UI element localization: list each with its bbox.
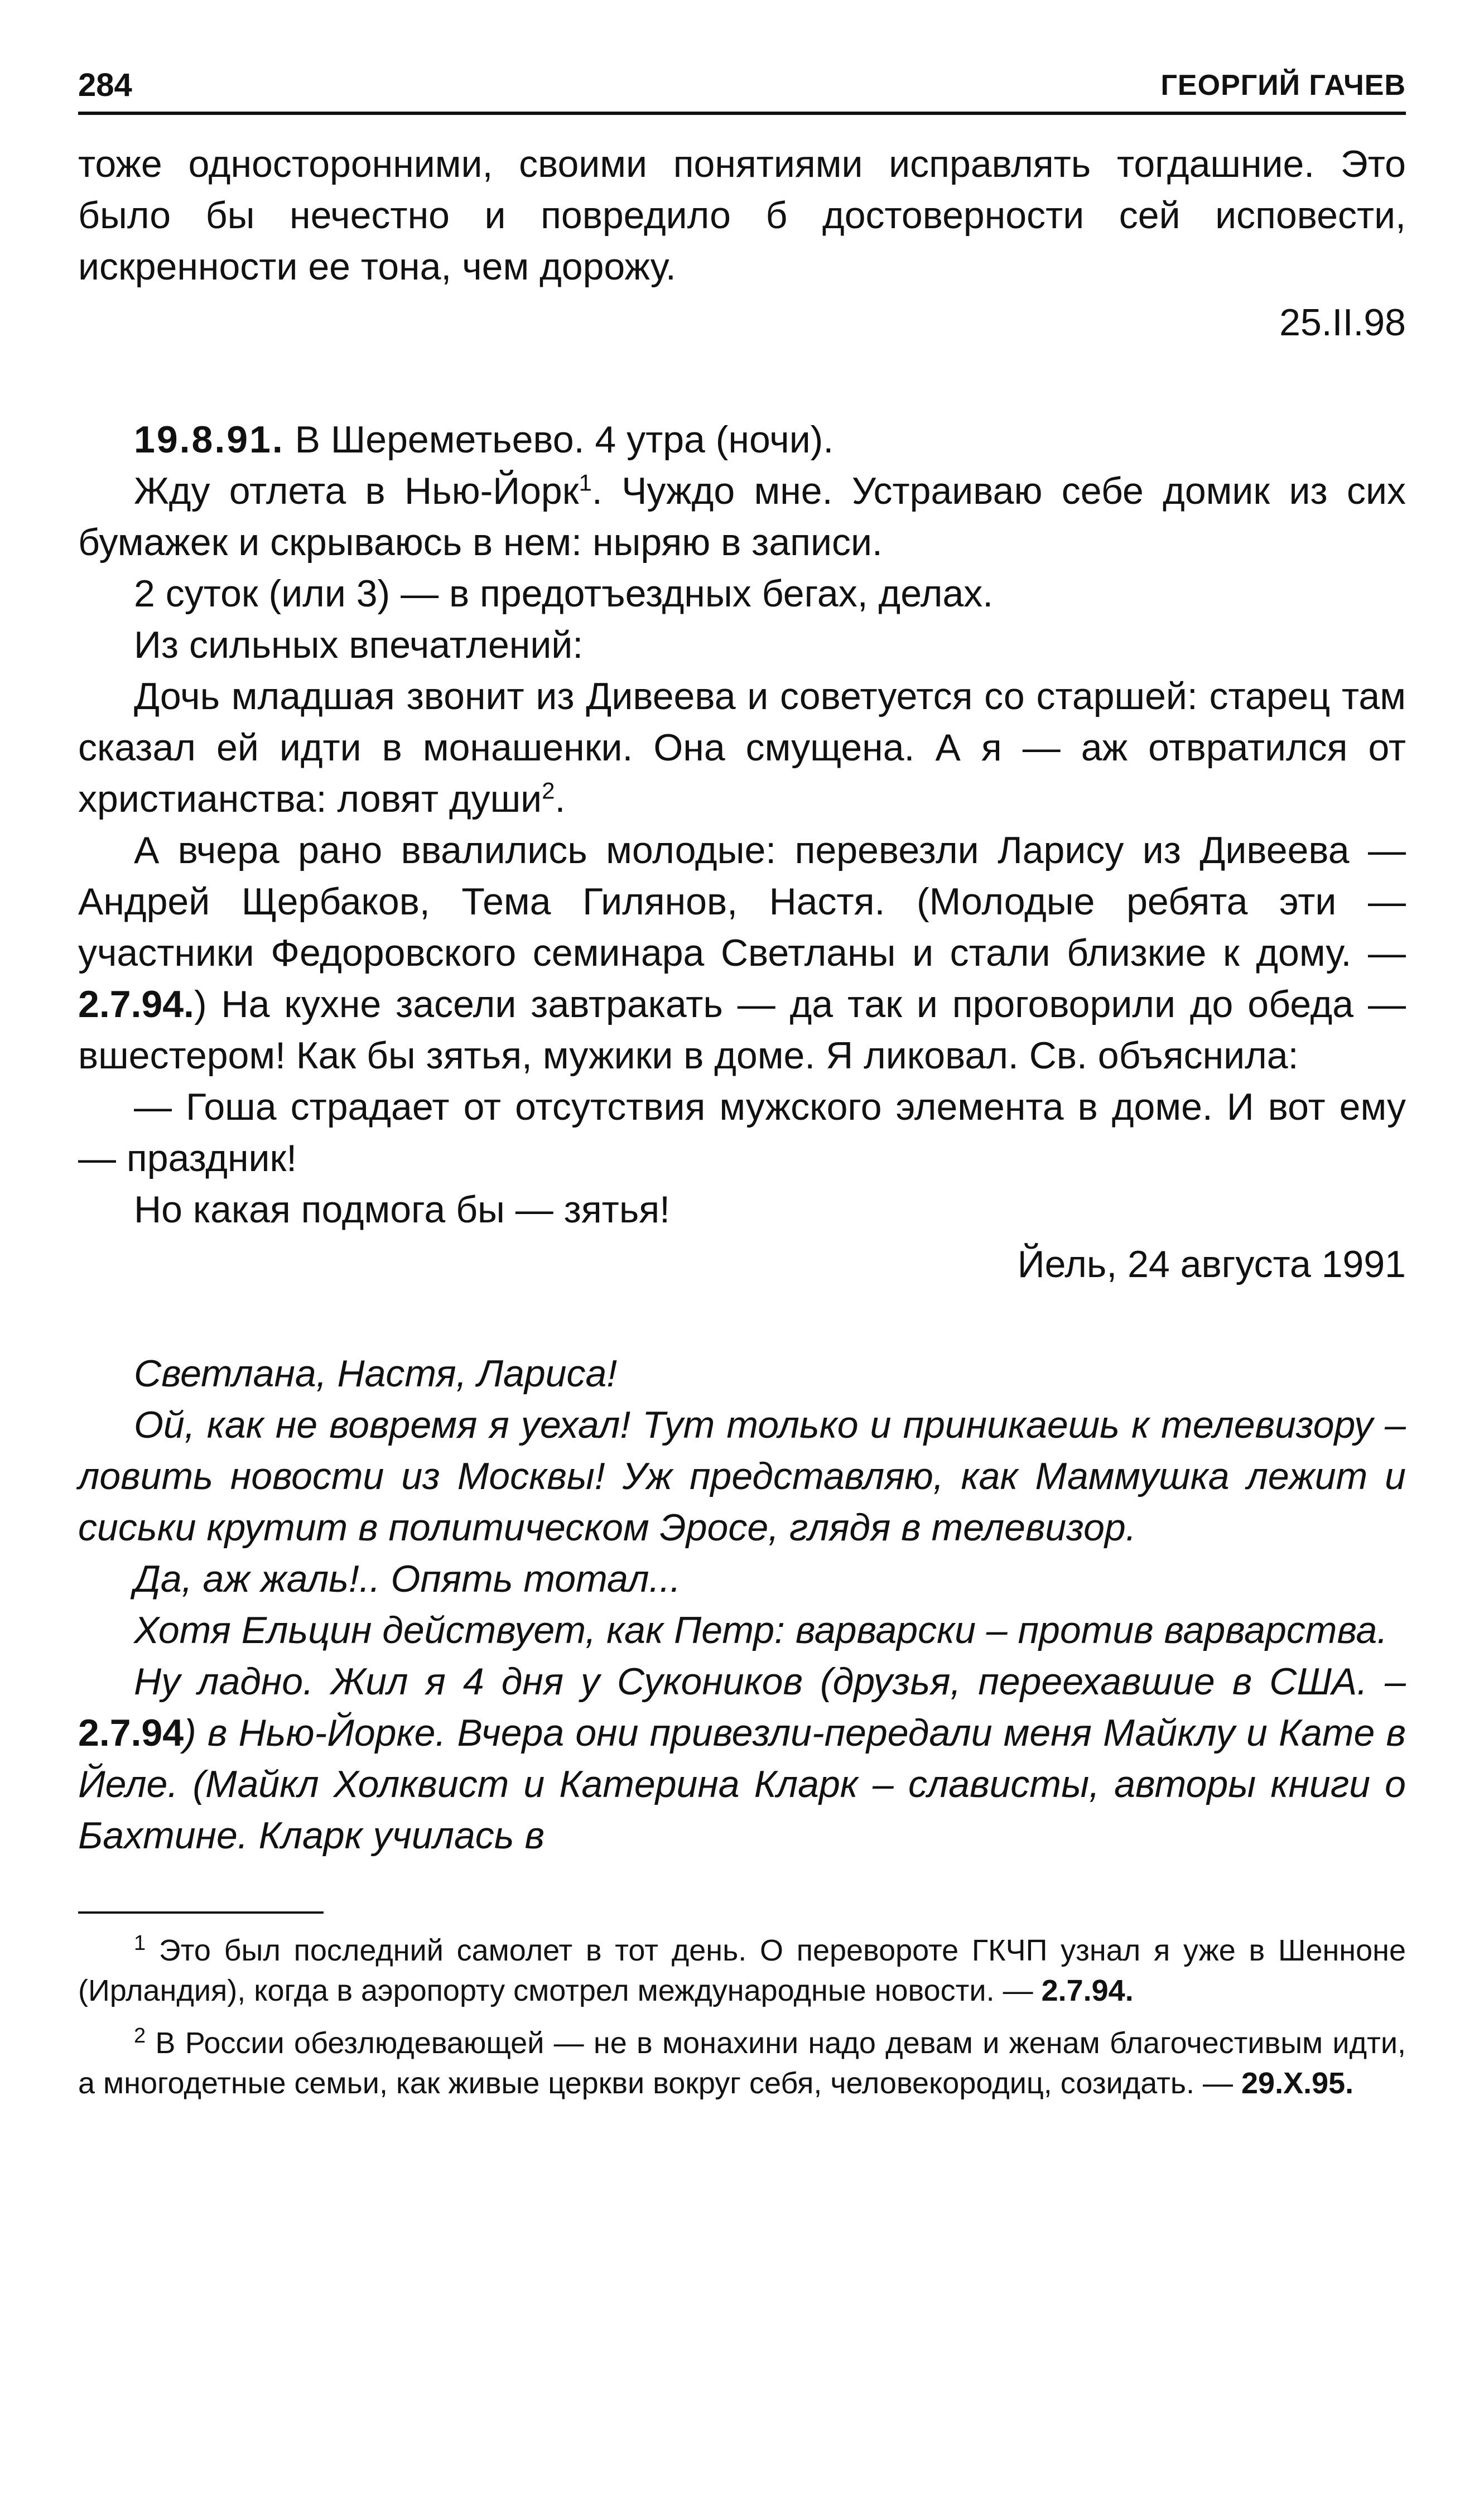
footnote-2-mark: 2 bbox=[134, 2024, 146, 2048]
footnote-ref-2: 2 bbox=[542, 777, 555, 804]
entry-paragraph-5 bbox=[78, 671, 1406, 825]
running-header bbox=[78, 67, 1406, 115]
entry-p2-text-b: . Чуждо мне. Устраиваю себе домик из сих бумажек и скрываюсь в нем: ныряю в записи. bbox=[78, 470, 1406, 563]
entry-p5-text-b: . bbox=[555, 778, 566, 820]
entry-paragraph-3: 2 суток (или 3) — в предотъездных бегах, делах. bbox=[134, 572, 994, 615]
entry-p2-text-a: Жду отлета в Нью-Йорк bbox=[134, 470, 579, 512]
book-page bbox=[78, 67, 1406, 2116]
entry-paragraph-2 bbox=[78, 465, 1406, 568]
entry-paragraph-7: — Гоша страдает от отсутствия мужского элемента в доме. И вот ему — праздник! bbox=[78, 1086, 1406, 1179]
letter-paragraph-1: Ой, как не вовремя я уехал! Тут только и приникаешь к телевизору – ловить новости из Москвы! Уж представляю, как Маммушка лежит и сиськи крутит в политическом Эросе, глядя в телевизор. bbox=[78, 1404, 1406, 1549]
letter-greeting: Светлана, Настя, Лариса! bbox=[134, 1352, 618, 1395]
footnote-divider bbox=[78, 1911, 324, 1914]
letter-paragraph-4 bbox=[78, 1656, 1406, 1861]
letter-paragraph-2: Да, аж жаль!.. Опять тотал... bbox=[134, 1558, 681, 1600]
footnote-1-mark: 1 bbox=[134, 1932, 146, 1955]
entry-p5-text-a: Дочь младшая звонит из Дивеева и советуется со старшей: старец там сказал ей идти в монашенки. Она смущена. А я — аж отвратился от христианства: ловят души bbox=[78, 675, 1406, 820]
page-number: 284 bbox=[78, 67, 132, 103]
intro-date: 25.II.98 bbox=[1279, 301, 1406, 344]
letter-p4-text-a: Ну ладно. Жил я 4 дня у Сукоников (друзья, переехавшие в США. – bbox=[134, 1660, 1406, 1703]
entry-p1-text: В Шереметьево. 4 утра (ночи). bbox=[284, 418, 834, 461]
letter-block bbox=[78, 1348, 1406, 1861]
footnote-2-text: В России обезлюдевающей — не в монахини надо девам и женам благочестивым идти, а многодетные семьи, как живые церкви вокруг себя, человекородиц, созидать. — bbox=[78, 2026, 1406, 2100]
running-title: ГЕОРГИЙ ГАЧЕВ bbox=[1160, 69, 1406, 102]
entry-p6-text-b: ) На кухне засели завтракать — да так и проговорили до обеда — вшестером! Как бы зятья, мужики в доме. Я ликовал. Св. объяснила: bbox=[78, 983, 1406, 1077]
entry-p6-text-a: А вчера рано ввалились молодые: перевезли Ларису из Дивеева — Андрей Щербаков, Тема Гилянов, Настя. (Молодые ребята эти — участники Федоровского семинара Светланы и стали близкие к дому. — bbox=[78, 829, 1406, 974]
letter-editorial-date: 2.7.94 bbox=[78, 1712, 184, 1754]
footnote-1 bbox=[78, 1930, 1406, 2011]
entry-paragraph-1 bbox=[78, 414, 1406, 465]
footnote-2 bbox=[78, 2023, 1406, 2103]
editorial-date: 2.7.94. bbox=[78, 983, 194, 1025]
intro-block bbox=[78, 138, 1406, 348]
diary-entry bbox=[78, 414, 1406, 1290]
footnote-1-date: 2.7.94. bbox=[1041, 1974, 1134, 2007]
entry-paragraph-4: Из сильных впечатлений: bbox=[134, 624, 584, 666]
letter-place-date: Йель, 24 августа 1991 bbox=[1017, 1243, 1406, 1285]
entry-paragraph-6 bbox=[78, 825, 1406, 1081]
footnote-ref-1: 1 bbox=[579, 469, 592, 496]
footnotes bbox=[78, 1930, 1406, 2103]
entry-dateline: 19.8.91. bbox=[134, 418, 285, 461]
letter-paragraph-3: Хотя Ельцин действует, как Петр: варварски – против варварства. bbox=[134, 1609, 1388, 1651]
footnote-1-text: Это был последний самолет в тот день. О перевороте ГКЧП узнал я уже в Шенноне (Ирландия), когда в аэропорту смотрел международные новости. — bbox=[78, 1934, 1406, 2007]
letter-p4-text-b: ) в Нью-Йорке. Вчера они привезли-передали меня Майклу и Кате в Йеле. (Майкл Холквист и Катерина Кларк – слависты, авторы книги о Бахтине. Кларк училась в bbox=[78, 1712, 1406, 1857]
entry-paragraph-8: Но какая подмога бы — зятья! bbox=[134, 1188, 670, 1231]
intro-paragraph: тоже односторонними, своими понятиями исправлять тогдашние. Это было бы нечестно и повредило б достоверности сей исповести, искренности ее тона, чем дорожу. bbox=[78, 143, 1406, 288]
footnote-2-date: 29.X.95. bbox=[1241, 2067, 1354, 2100]
